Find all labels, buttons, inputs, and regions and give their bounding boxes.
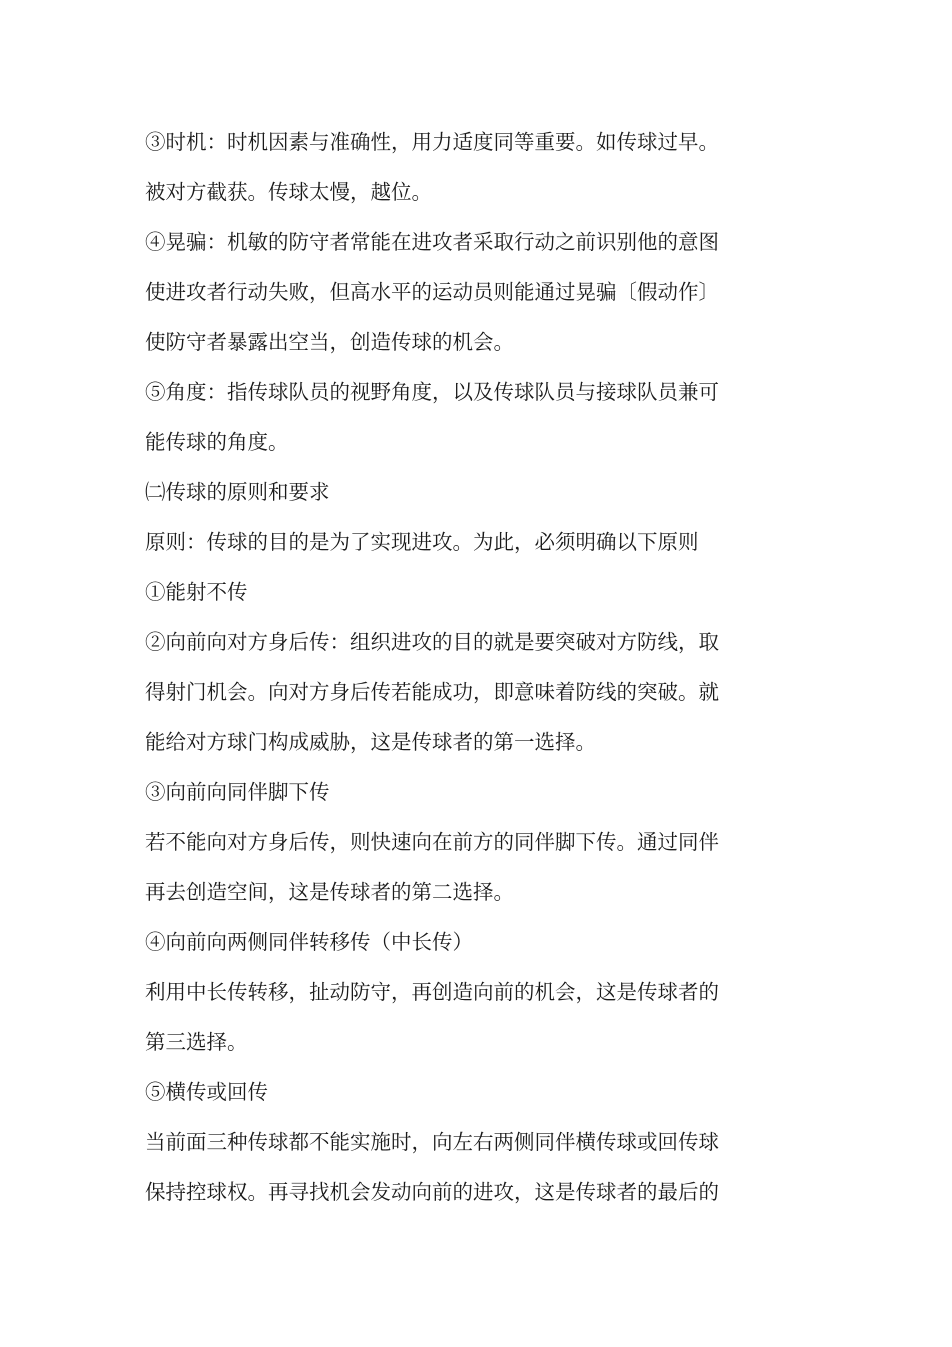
text-line: ⑤角度：指传球队员的视野角度，以及传球队员与接球队员兼可 [145, 380, 719, 404]
text-line: 当前面三种传球都不能实施时，向左右两侧同伴横传球或回传球 [145, 1130, 719, 1154]
text-line: 第三选择。 [145, 1030, 248, 1054]
text-line: 利用中长传转移，扯动防守，再创造向前的机会，这是传球者的 [145, 980, 719, 1004]
text-line: 保持控球权。再寻找机会发动向前的进攻，这是传球者的最后的 [145, 1180, 719, 1204]
text-line: ③时机：时机因素与准确性，用力适度同等重要。如传球过早。 [145, 130, 719, 154]
text-line: 能给对方球门构成威胁，这是传球者的第一选择。 [145, 730, 596, 754]
text-line: 能传球的角度。 [145, 430, 289, 454]
text-line: 若不能向对方身后传，则快速向在前方的同伴脚下传。通过同伴 [145, 830, 719, 854]
document-body [145, 117, 785, 1217]
text-line: 再去创造空间，这是传球者的第二选择。 [145, 880, 514, 904]
list-item: ④向前向两侧同伴转移传（中长传） [145, 930, 473, 954]
text-line: 被对方截获。传球太慢，越位。 [145, 180, 432, 204]
text-line: 使防守者暴露出空当，创造传球的机会。 [145, 330, 514, 354]
section-heading: ㈡传球的原则和要求 [145, 480, 330, 504]
text-line: 使进攻者行动失败，但高水平的运动员则能通过晃骗〔假动作〕 [145, 280, 719, 304]
list-item: ①能射不传 [145, 580, 248, 604]
list-item: ③向前向同伴脚下传 [145, 780, 330, 804]
list-item: ⑤横传或回传 [145, 1080, 268, 1104]
text-line: 得射门机会。向对方身后传若能成功，即意味着防线的突破。就 [145, 680, 719, 704]
list-item: ②向前向对方身后传：组织进攻的目的就是要突破对方防线，取 [145, 630, 719, 654]
text-line: ④晃骗：机敏的防守者常能在进攻者采取行动之前识别他的意图 [145, 230, 719, 254]
text-line: 原则：传球的目的是为了实现进攻。为此，必须明确以下原则 [145, 530, 699, 554]
